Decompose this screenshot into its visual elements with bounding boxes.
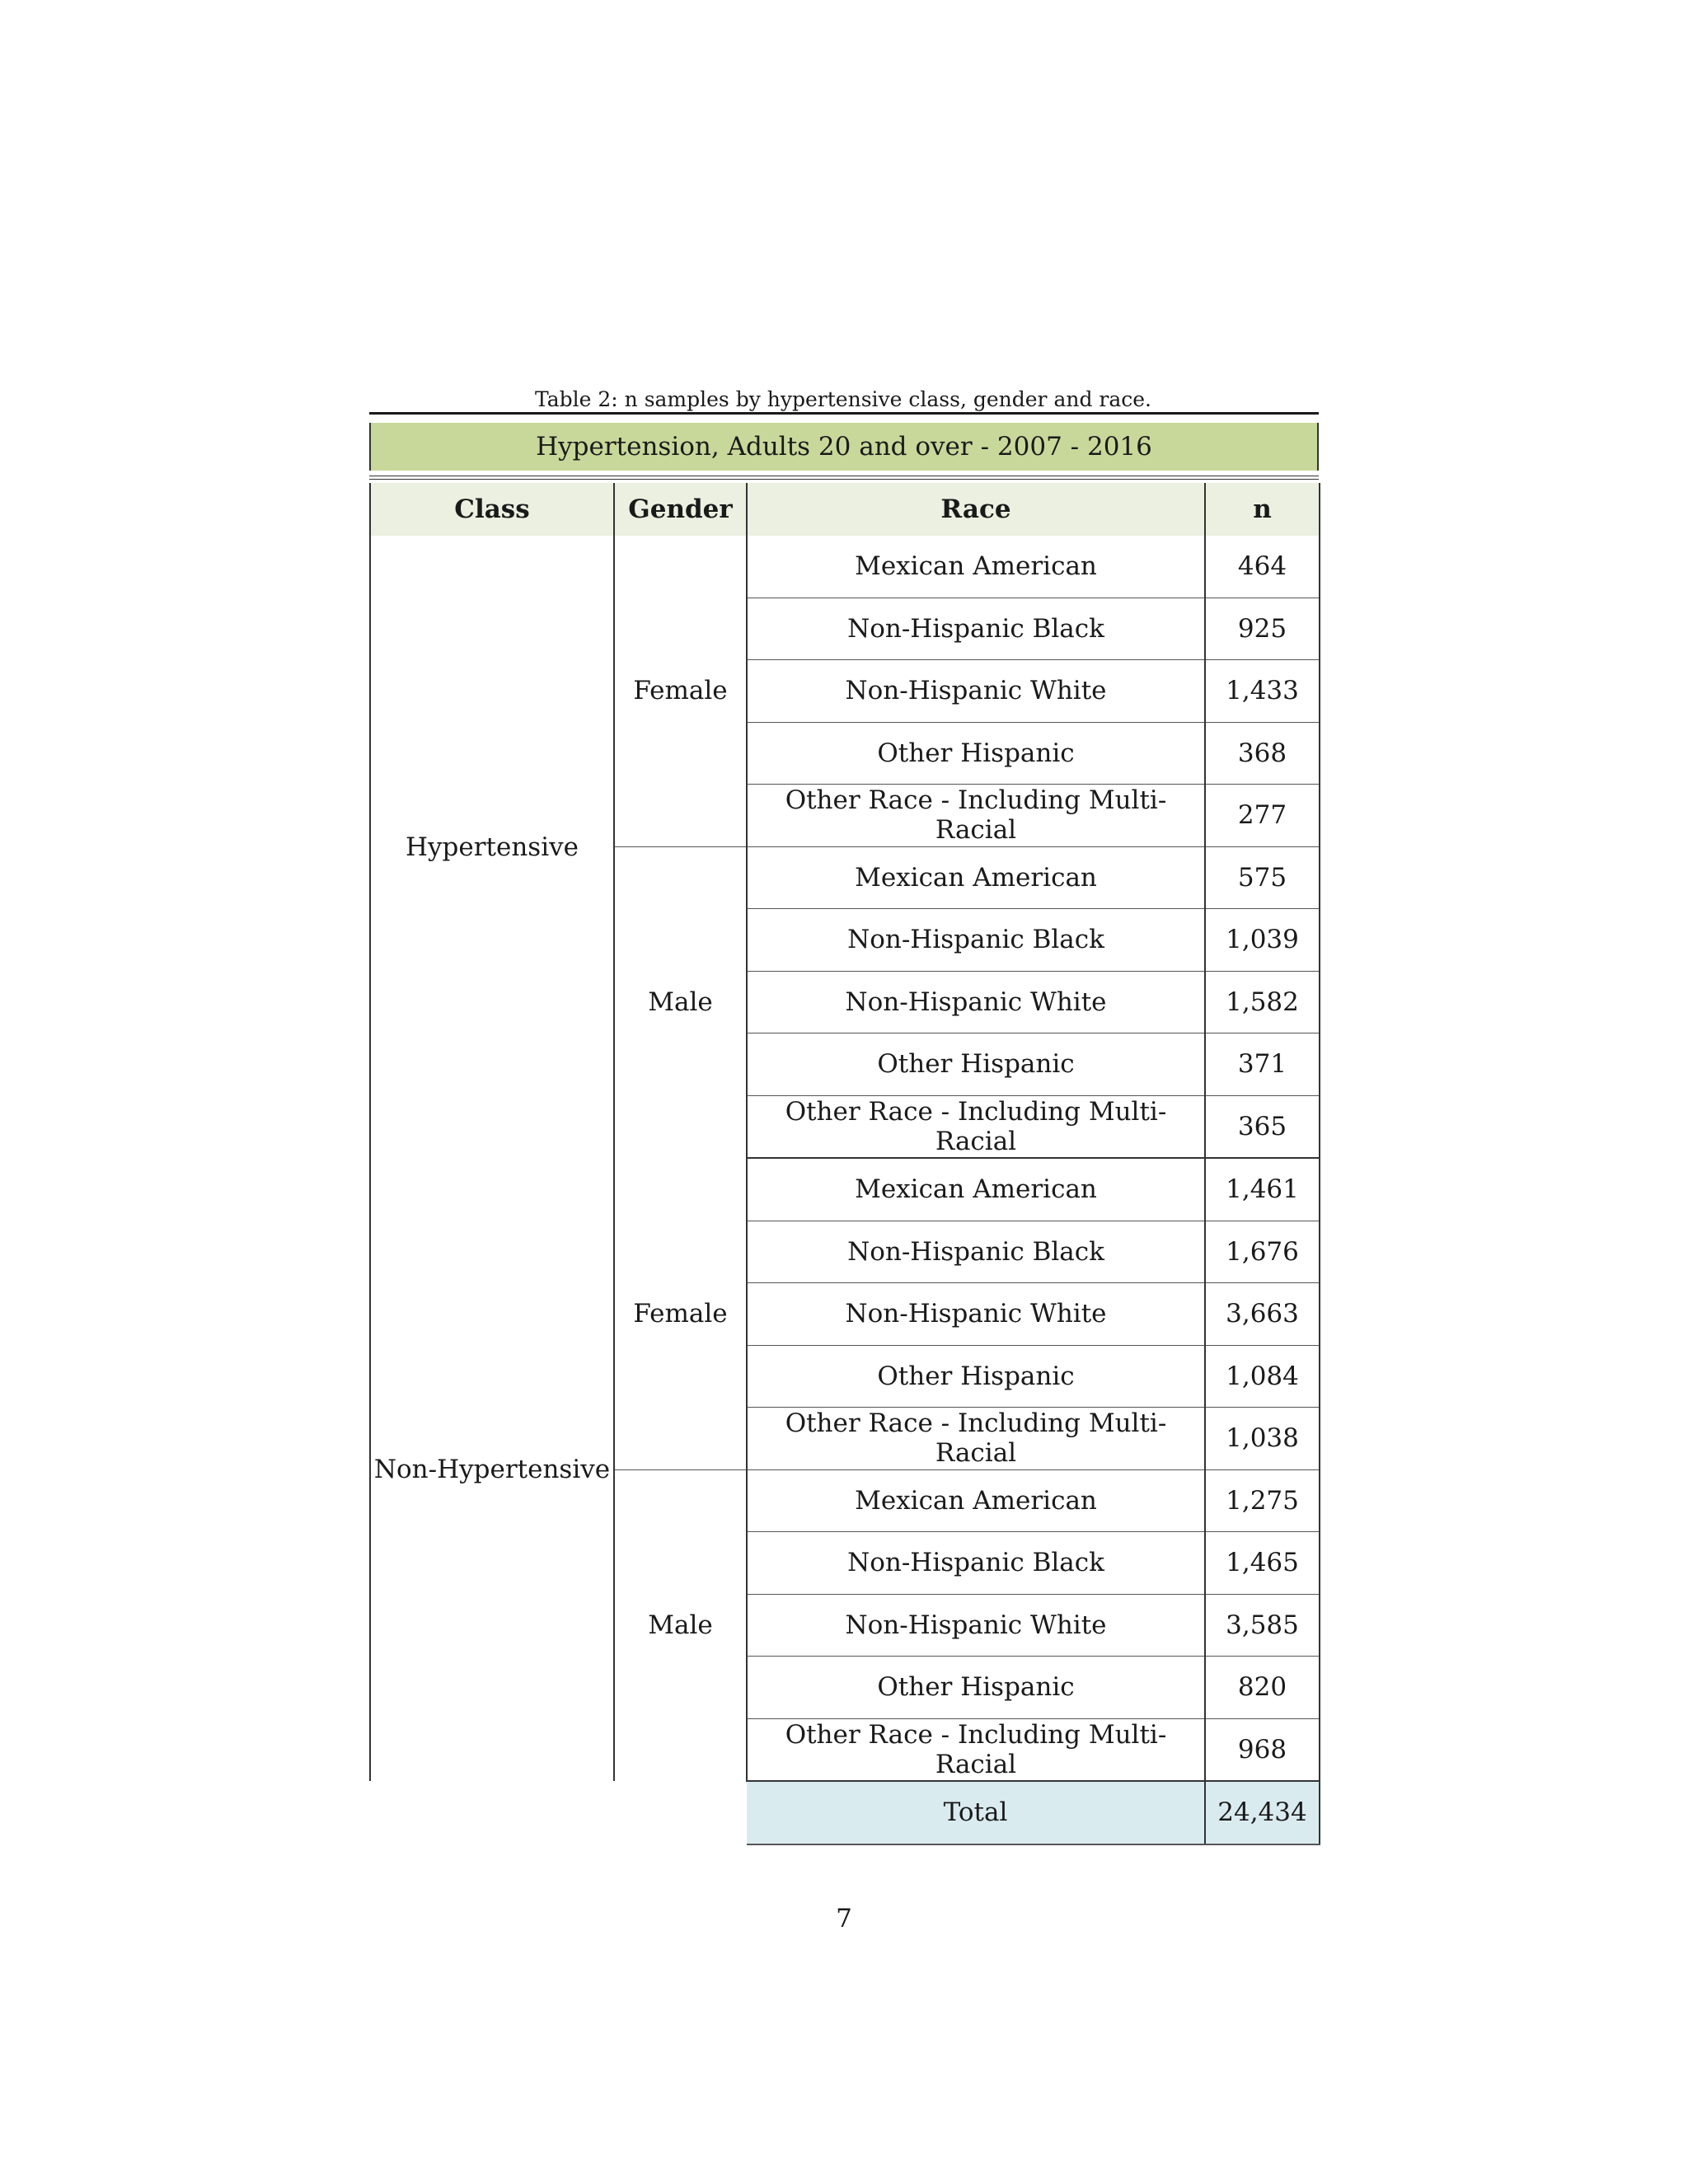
data-table-container [369, 412, 1319, 1845]
page-number: 7 [836, 1904, 852, 1933]
table-row [370, 1158, 1320, 1221]
gender-cell: Female [614, 1158, 747, 1469]
table-row [370, 536, 1320, 598]
gender-cell: Male [614, 1469, 747, 1781]
n-cell: 371 [1205, 1033, 1320, 1096]
n-cell: 277 [1205, 785, 1320, 847]
race-cell: Other Race - Including Multi-Racial [747, 1718, 1205, 1781]
n-cell: 1,084 [1205, 1345, 1320, 1408]
n-cell: 575 [1205, 846, 1320, 909]
race-cell: Mexican American [747, 1158, 1205, 1221]
total-label: Total [747, 1781, 1205, 1844]
race-cell: Non-Hispanic White [747, 1283, 1205, 1346]
class-cell: Non-Hypertensive [370, 1158, 614, 1781]
n-cell: 1,461 [1205, 1158, 1320, 1221]
race-cell: Non-Hispanic White [747, 971, 1205, 1033]
gender-cell: Male [614, 846, 747, 1158]
race-cell: Mexican American [747, 536, 1205, 598]
total-row [370, 1781, 1320, 1844]
race-cell: Non-Hispanic White [747, 1594, 1205, 1657]
n-cell: 368 [1205, 722, 1320, 785]
race-cell: Non-Hispanic Black [747, 598, 1205, 660]
n-cell: 1,433 [1205, 660, 1320, 723]
n-cell: 3,585 [1205, 1594, 1320, 1657]
header-gender: Gender [614, 483, 747, 536]
n-cell: 925 [1205, 598, 1320, 660]
table-caption: Table 2: n samples by hypertensive class, gender and race. [535, 387, 1151, 411]
top-rule [369, 412, 1319, 415]
class-cell: Hypertensive [370, 536, 614, 1158]
race-cell: Non-Hispanic Black [747, 1532, 1205, 1595]
header-race: Race [747, 483, 1205, 536]
total-blank [370, 1781, 747, 1844]
race-cell: Non-Hispanic Black [747, 909, 1205, 972]
samples-table [369, 483, 1320, 1845]
race-cell: Mexican American [747, 1469, 1205, 1532]
n-cell: 1,038 [1205, 1408, 1320, 1470]
total-value: 24,434 [1205, 1781, 1320, 1844]
gender-cell: Female [614, 536, 747, 846]
table-banner: Hypertension, Adults 20 and over - 2007 - 2016 [369, 423, 1319, 471]
n-cell: 3,663 [1205, 1283, 1320, 1346]
n-cell: 365 [1205, 1095, 1320, 1158]
banner-double-rule [369, 476, 1319, 480]
race-cell: Other Race - Including Multi-Racial [747, 1408, 1205, 1470]
n-cell: 820 [1205, 1657, 1320, 1719]
race-cell: Other Race - Including Multi-Racial [747, 1095, 1205, 1158]
header-n: n [1205, 483, 1320, 536]
n-cell: 1,582 [1205, 971, 1320, 1033]
race-cell: Other Race - Including Multi-Racial [747, 785, 1205, 847]
n-cell: 1,039 [1205, 909, 1320, 972]
n-cell: 1,676 [1205, 1221, 1320, 1283]
n-cell: 968 [1205, 1718, 1320, 1781]
race-cell: Other Hispanic [747, 1657, 1205, 1719]
n-cell: 1,465 [1205, 1532, 1320, 1595]
race-cell: Non-Hispanic White [747, 660, 1205, 723]
header-class: Class [370, 483, 614, 536]
n-cell: 464 [1205, 536, 1320, 598]
race-cell: Other Hispanic [747, 722, 1205, 785]
table-body [370, 536, 1320, 1844]
race-cell: Other Hispanic [747, 1033, 1205, 1096]
race-cell: Mexican American [747, 846, 1205, 909]
header-row [370, 483, 1320, 536]
race-cell: Other Hispanic [747, 1345, 1205, 1408]
race-cell: Non-Hispanic Black [747, 1221, 1205, 1283]
n-cell: 1,275 [1205, 1469, 1320, 1532]
